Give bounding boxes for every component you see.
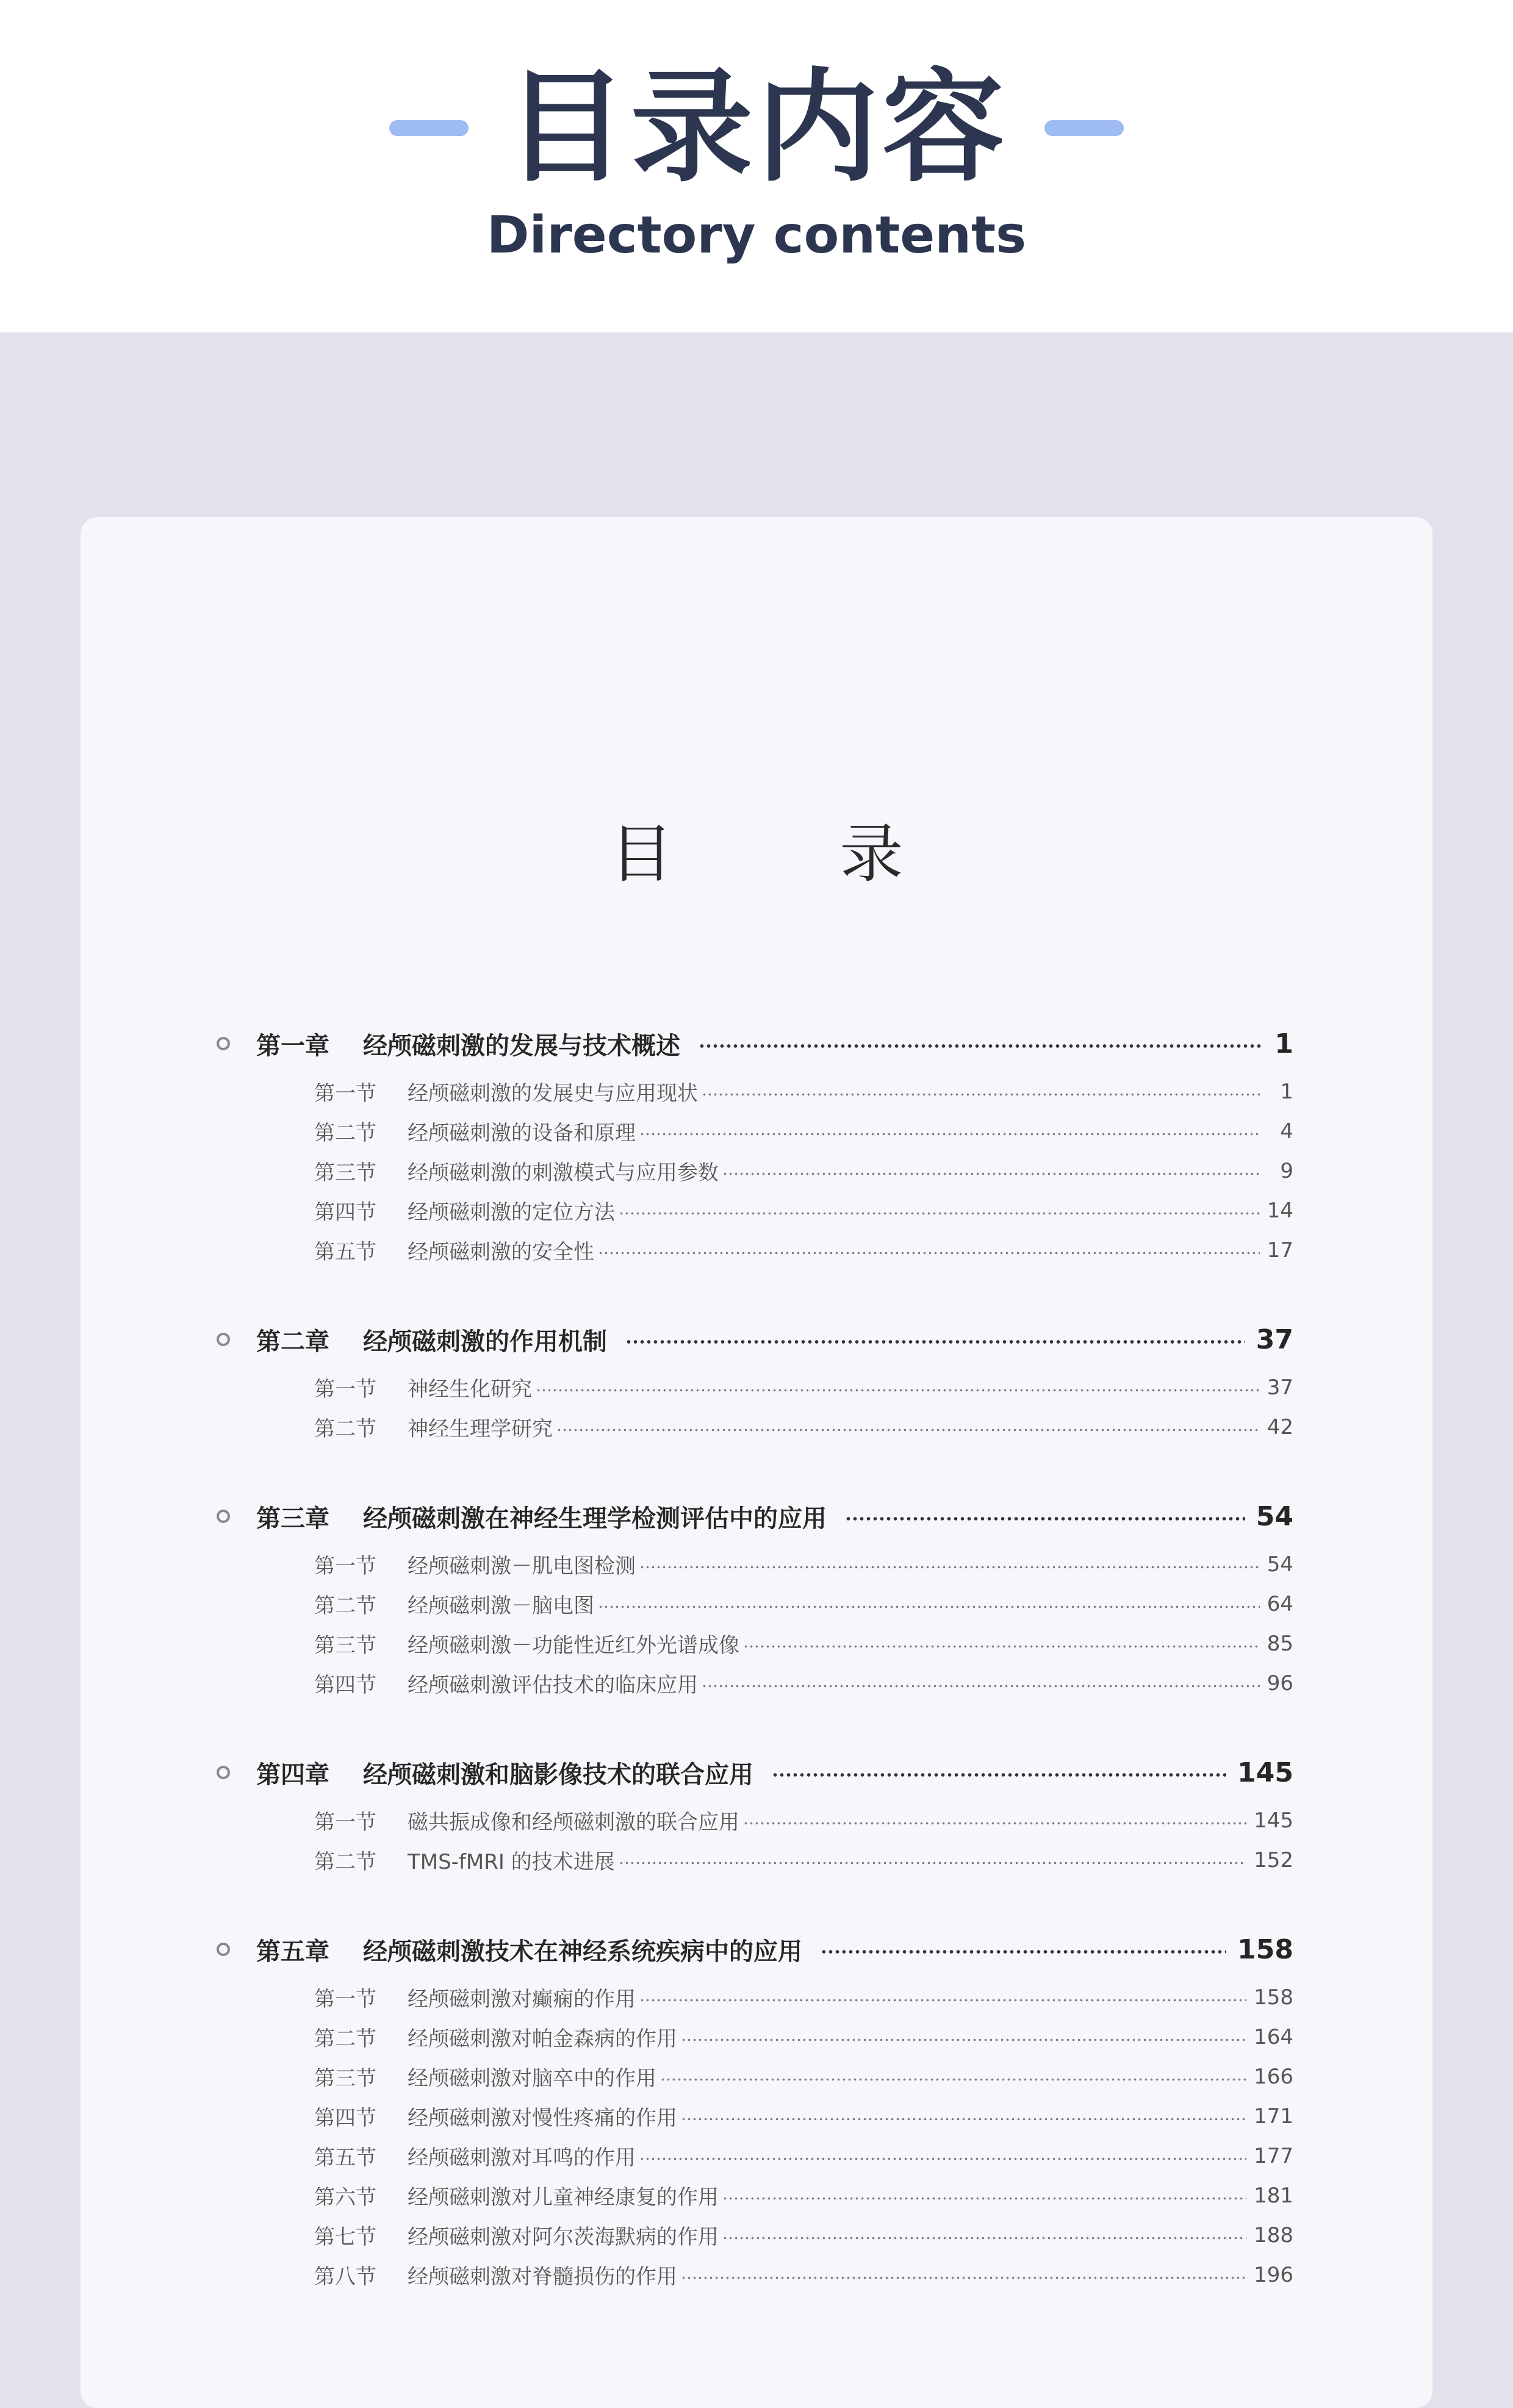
section-line bbox=[408, 1372, 1293, 1402]
section-number: 第八节 bbox=[314, 2265, 376, 2289]
dot-leader bbox=[536, 1389, 1260, 1392]
page-header bbox=[0, 0, 1513, 332]
section-entry bbox=[220, 2255, 1293, 2295]
section-entry bbox=[220, 1801, 1293, 1840]
section-number: 第七节 bbox=[314, 2225, 376, 2249]
section-entry bbox=[220, 1584, 1293, 1624]
dot-leader bbox=[699, 1044, 1263, 1048]
section-title: 磁共振成像和经颅磁刺激的联合应用 bbox=[408, 1810, 739, 1835]
section-entry bbox=[220, 1230, 1293, 1270]
section-line bbox=[408, 1195, 1293, 1225]
section-page-number: 14 bbox=[1267, 1198, 1293, 1223]
section-page-number: 4 bbox=[1280, 1119, 1293, 1144]
section-page-number: 181 bbox=[1254, 2183, 1293, 2208]
section-title: 经颅磁刺激对阿尔茨海默病的作用 bbox=[408, 2225, 719, 2249]
chapter-number: 第四章 bbox=[256, 1760, 329, 1789]
section-entry bbox=[220, 1840, 1293, 1880]
section-title: 经颅磁刺激对脊髓损伤的作用 bbox=[408, 2265, 677, 2289]
toc-chapter bbox=[220, 1488, 1293, 1703]
section-number: 第四节 bbox=[314, 1673, 376, 1697]
section-page-number: 64 bbox=[1267, 1591, 1293, 1616]
section-number: 第一节 bbox=[314, 1810, 376, 1835]
dot-leader bbox=[845, 1517, 1245, 1521]
dot-leader bbox=[821, 1950, 1226, 1954]
section-line bbox=[408, 1412, 1293, 1442]
section-page-number: 1 bbox=[1280, 1079, 1293, 1104]
chapter-entry bbox=[220, 1311, 1293, 1367]
section-page-number: 96 bbox=[1267, 1671, 1293, 1696]
dot-leader bbox=[639, 1999, 1246, 2002]
section-title: 神经生化研究 bbox=[408, 1377, 532, 1402]
section-page-number: 17 bbox=[1267, 1238, 1293, 1263]
toc-chapter bbox=[220, 1744, 1293, 1880]
dot-leader bbox=[625, 1340, 1245, 1344]
section-entry bbox=[220, 1151, 1293, 1191]
section-number: 第五节 bbox=[314, 1240, 376, 1264]
dot-leader bbox=[681, 2118, 1246, 2121]
chapter-number: 第二章 bbox=[256, 1327, 329, 1356]
section-entry bbox=[220, 2176, 1293, 2215]
section-entry bbox=[220, 1544, 1293, 1584]
page-subtitle: Directory contents bbox=[486, 205, 1027, 265]
chapter-number: 第三章 bbox=[256, 1504, 329, 1533]
section-line bbox=[408, 2141, 1293, 2171]
chapter-title: 经颅磁刺激的发展与技术概述 bbox=[363, 1031, 680, 1060]
dot-leader bbox=[722, 2237, 1246, 2240]
section-entry bbox=[220, 1111, 1293, 1151]
section-line bbox=[408, 1668, 1293, 1698]
section-number: 第二节 bbox=[314, 1417, 376, 1441]
section-title: 经颅磁刺激对慢性疼痛的作用 bbox=[408, 2106, 677, 2130]
section-entry bbox=[220, 1624, 1293, 1663]
dot-leader bbox=[772, 1773, 1226, 1777]
chapter-title: 经颅磁刺激技术在神经系统疾病中的应用 bbox=[363, 1937, 802, 1966]
section-number: 第三节 bbox=[314, 1161, 376, 1185]
section-entry bbox=[220, 2215, 1293, 2255]
table-of-contents bbox=[220, 1016, 1293, 2336]
chapter-line bbox=[363, 1932, 1293, 1967]
chapter-line bbox=[363, 1322, 1293, 1357]
section-number: 第三节 bbox=[314, 1633, 376, 1658]
section-entry bbox=[220, 1977, 1293, 2017]
toc-chapter bbox=[220, 1311, 1293, 1447]
section-title: 经颅磁刺激对耳鸣的作用 bbox=[408, 2146, 636, 2170]
dot-leader bbox=[598, 1252, 1260, 1255]
page-title: 目录内容 bbox=[505, 57, 1008, 199]
section-title: 经颅磁刺激－功能性近红外光谱成像 bbox=[408, 1633, 739, 1658]
section-number: 第二节 bbox=[314, 1594, 376, 1618]
toc-heading: 目 录 bbox=[609, 817, 977, 891]
chapter-page-number: 54 bbox=[1256, 1500, 1293, 1532]
dot-leader bbox=[681, 2038, 1246, 2041]
section-title: 神经生理学研究 bbox=[408, 1417, 553, 1441]
section-entry bbox=[220, 2057, 1293, 2096]
section-entry bbox=[220, 1407, 1293, 1447]
section-page-number: 164 bbox=[1254, 2024, 1293, 2049]
chapter-title: 经颅磁刺激在神经生理学检测评估中的应用 bbox=[363, 1504, 827, 1533]
section-number: 第二节 bbox=[314, 1850, 376, 1874]
dot-leader bbox=[619, 1862, 1246, 1865]
header-title-row bbox=[0, 58, 1513, 198]
chapter-line bbox=[363, 1027, 1293, 1061]
chapter-title: 经颅磁刺激和脑影像技术的联合应用 bbox=[363, 1760, 753, 1789]
section-line bbox=[408, 1235, 1293, 1265]
dot-leader bbox=[702, 1685, 1260, 1688]
toc-chapter bbox=[220, 1016, 1293, 1270]
circle-bullet-icon bbox=[217, 1766, 230, 1779]
dot-leader bbox=[743, 1645, 1260, 1648]
section-number: 第二节 bbox=[314, 2027, 376, 2051]
section-page-number: 196 bbox=[1254, 2262, 1293, 2287]
section-entry bbox=[220, 1191, 1293, 1230]
dot-leader bbox=[639, 2157, 1246, 2160]
circle-bullet-icon bbox=[217, 1510, 230, 1523]
chapter-entry bbox=[220, 1921, 1293, 1977]
section-entry bbox=[220, 1367, 1293, 1407]
section-title: 经颅磁刺激的刺激模式与应用参数 bbox=[408, 1161, 719, 1185]
section-page-number: 9 bbox=[1280, 1158, 1293, 1183]
section-entry bbox=[220, 2017, 1293, 2057]
section-number: 第一节 bbox=[314, 1987, 376, 2012]
section-title: 经颅磁刺激的设备和原理 bbox=[408, 1121, 636, 1145]
dot-leader bbox=[660, 2078, 1246, 2081]
circle-bullet-icon bbox=[217, 1943, 230, 1956]
section-line bbox=[408, 2101, 1293, 2131]
section-page-number: 188 bbox=[1254, 2223, 1293, 2248]
chapter-page-number: 1 bbox=[1274, 1028, 1293, 1059]
dot-leader bbox=[702, 1093, 1262, 1096]
dot-leader bbox=[619, 1212, 1260, 1215]
dot-leader bbox=[598, 1605, 1260, 1608]
section-page-number: 54 bbox=[1267, 1552, 1293, 1577]
section-line bbox=[408, 1629, 1293, 1658]
section-number: 第六节 bbox=[314, 2185, 376, 2210]
section-title: 经颅磁刺激的定位方法 bbox=[408, 1200, 615, 1225]
section-entry bbox=[220, 1663, 1293, 1703]
section-line bbox=[408, 1845, 1293, 1875]
right-decoration-bar bbox=[1044, 120, 1124, 136]
section-page-number: 171 bbox=[1254, 2104, 1293, 2129]
chapter-page-number: 145 bbox=[1237, 1757, 1293, 1788]
section-line bbox=[408, 1156, 1293, 1186]
chapter-entry bbox=[220, 1744, 1293, 1801]
section-line bbox=[408, 1589, 1293, 1619]
chapter-entry bbox=[220, 1016, 1293, 1072]
circle-bullet-icon bbox=[217, 1037, 230, 1050]
section-line bbox=[408, 1805, 1293, 1835]
chapter-title: 经颅磁刺激的作用机制 bbox=[363, 1327, 607, 1356]
section-line bbox=[408, 2062, 1293, 2091]
section-page-number: 42 bbox=[1267, 1414, 1293, 1439]
section-number: 第三节 bbox=[314, 2066, 376, 2091]
section-number: 第二节 bbox=[314, 1121, 376, 1145]
section-page-number: 158 bbox=[1254, 1985, 1293, 2010]
dot-leader bbox=[722, 1172, 1262, 1175]
section-title: TMS-fMRI 的技术进展 bbox=[408, 1850, 615, 1874]
section-entry bbox=[220, 1072, 1293, 1111]
section-title: 经颅磁刺激对儿童神经康复的作用 bbox=[408, 2185, 719, 2210]
chapter-page-number: 37 bbox=[1256, 1324, 1293, 1355]
section-number: 第一节 bbox=[314, 1377, 376, 1402]
chapter-page-number: 158 bbox=[1237, 1933, 1293, 1965]
section-line bbox=[408, 1116, 1293, 1146]
left-decoration-bar bbox=[389, 120, 469, 136]
toc-chapter bbox=[220, 1921, 1293, 2295]
section-entry bbox=[220, 2096, 1293, 2136]
section-number: 第五节 bbox=[314, 2146, 376, 2170]
section-title: 经颅磁刺激的发展史与应用现状 bbox=[408, 1081, 698, 1106]
section-line bbox=[408, 2180, 1293, 2210]
section-line bbox=[408, 1982, 1293, 2012]
section-number: 第一节 bbox=[314, 1081, 376, 1106]
section-page-number: 145 bbox=[1254, 1808, 1293, 1833]
section-line bbox=[408, 2022, 1293, 2052]
chapter-line bbox=[363, 1499, 1293, 1534]
dot-leader bbox=[556, 1428, 1260, 1432]
section-number: 第四节 bbox=[314, 1200, 376, 1225]
section-title: 经颅磁刺激对癫痫的作用 bbox=[408, 1987, 636, 2012]
section-number: 第一节 bbox=[314, 1554, 376, 1578]
dot-leader bbox=[639, 1133, 1262, 1136]
section-page-number: 177 bbox=[1254, 2143, 1293, 2168]
dot-leader bbox=[681, 2276, 1246, 2279]
chapter-number: 第一章 bbox=[256, 1031, 329, 1060]
section-line bbox=[408, 1549, 1293, 1579]
dot-leader bbox=[639, 1566, 1260, 1569]
section-title: 经颅磁刺激评估技术的临床应用 bbox=[408, 1673, 698, 1697]
section-line bbox=[408, 2260, 1293, 2290]
section-entry bbox=[220, 2136, 1293, 2176]
section-title: 经颅磁刺激的安全性 bbox=[408, 1240, 594, 1264]
section-title: 经颅磁刺激对脑卒中的作用 bbox=[408, 2066, 656, 2091]
chapter-line bbox=[363, 1755, 1293, 1790]
section-page-number: 166 bbox=[1254, 2064, 1293, 2089]
section-line bbox=[408, 1077, 1293, 1106]
section-title: 经颅磁刺激对帕金森病的作用 bbox=[408, 2027, 677, 2051]
section-page-number: 152 bbox=[1254, 1847, 1293, 1872]
section-title: 经颅磁刺激－脑电图 bbox=[408, 1594, 594, 1618]
section-number: 第四节 bbox=[314, 2106, 376, 2130]
section-line bbox=[408, 2220, 1293, 2250]
section-page-number: 85 bbox=[1267, 1631, 1293, 1656]
section-title: 经颅磁刺激－肌电图检测 bbox=[408, 1554, 636, 1578]
section-page-number: 37 bbox=[1267, 1375, 1293, 1400]
dot-leader bbox=[743, 1822, 1246, 1825]
dot-leader bbox=[722, 2197, 1246, 2200]
chapter-number: 第五章 bbox=[256, 1937, 329, 1966]
chapter-entry bbox=[220, 1488, 1293, 1544]
circle-bullet-icon bbox=[217, 1333, 230, 1346]
